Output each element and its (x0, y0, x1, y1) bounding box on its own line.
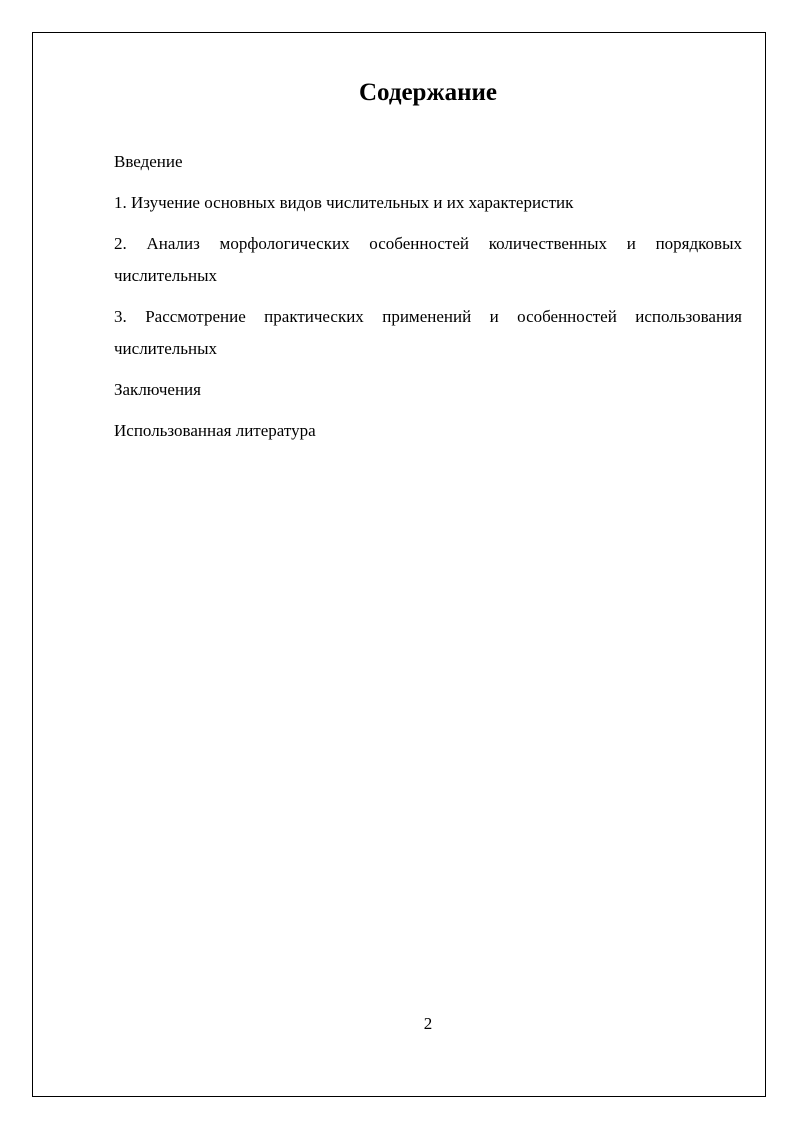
toc-item-section-3: 3. Рассмотрение практических применений и особенностей использования числительных (114, 307, 742, 358)
table-of-contents (114, 146, 742, 456)
toc-item-section-2: 2. Анализ морфологических особенностей количественных и порядковых числительных (114, 234, 742, 285)
toc-item-references: Использованная литература (114, 421, 316, 440)
toc-item-section-1: 1. Изучение основных видов числительных и их характеристик (114, 193, 574, 212)
page-title: Содержание (358, 79, 497, 106)
toc-item-conclusion: Заключения (114, 380, 201, 399)
toc-item-introduction: Введение (114, 152, 183, 171)
page-number: 2 (423, 1014, 433, 1033)
